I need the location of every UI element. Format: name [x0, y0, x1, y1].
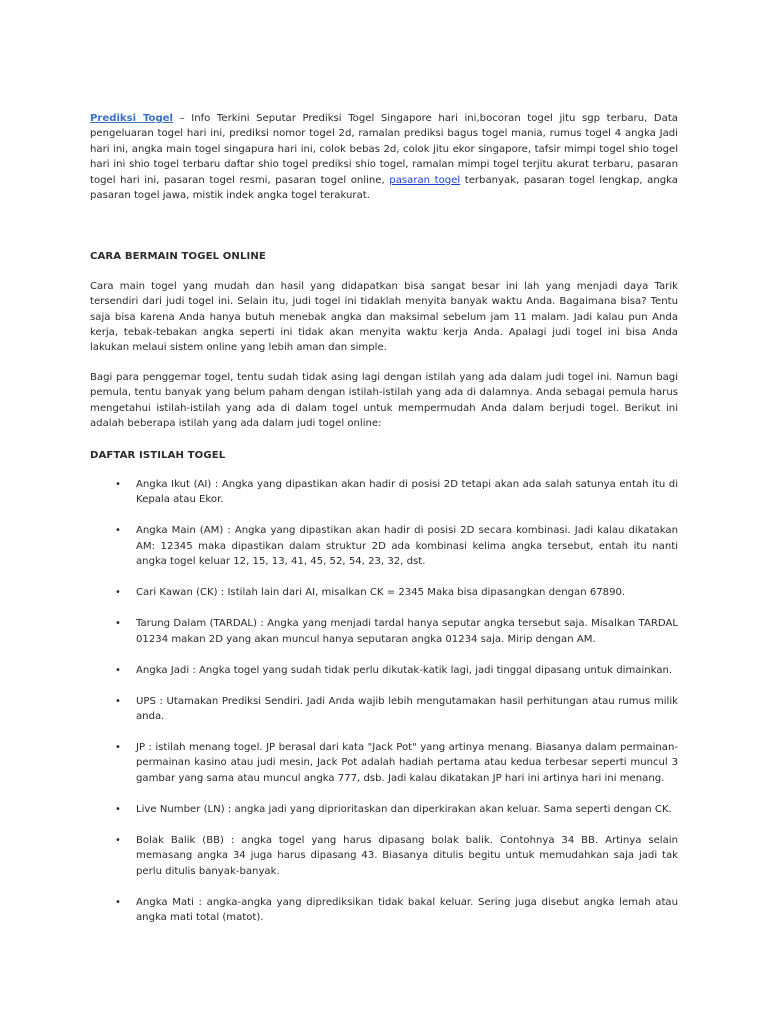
- term-description: angka-angka yang diprediksikan tidak bakal keluar. Sering juga disebut angka lemah atau angka mati total (matot).: [136, 896, 678, 923]
- term-description: angka togel yang harus dipasang bolak balik. Contohnya 34 BB. Artinya selain memasang angka 34 juga harus dipasang 43. Biasanya ditulis begitu untuk memudahkan saja jadi tak perlu ditulis banyak-banyak.: [136, 834, 678, 877]
- list-item: [90, 477, 678, 508]
- intro-paragraph: [90, 111, 678, 203]
- term-separator: :: [224, 834, 242, 846]
- bullet-icon: •: [115, 664, 121, 676]
- term-name: Angka Ikut (AI): [136, 478, 212, 490]
- term-name: Cari Kawan (CK): [136, 587, 218, 599]
- list-item: [90, 585, 678, 600]
- term-description: Angka togel yang sudah tidak perlu dikutak-katik lagi, jadi tinggal dipasang untuk dimainkan.: [198, 664, 673, 676]
- term-name: UPS: [136, 695, 156, 707]
- term-name: Bolak Balik (BB): [136, 834, 224, 846]
- term-name: Live Number (LN): [136, 803, 225, 815]
- term-description: angka jadi yang diprioritaskan dan diperkirakan akan keluar. Sama seperti dengan CK.: [234, 803, 672, 815]
- paragraph-cara-main: Cara main togel yang mudah dan hasil yang didapatkan bisa sangat besar ini lah yang menjadi daya Tarik tersendiri dari judi togel ini. Selain itu, judi togel ini tidaklah menyita banyak waktu Anda. Bagaimana bisa? Tentu saja bisa karena Anda hanya butuh menebak angka dan maksimal sebelum jam 11 malam. Jadi kalau pun Anda kerja, tebak-tebakan angka seperti ini tidak akan menyita waktu kerja Anda. Apalagi judi togel ini bisa Anda lakukan melaui sistem online yang lebih aman dan simple.: [90, 280, 678, 354]
- bullet-icon: •: [115, 695, 121, 707]
- list-item: [90, 616, 678, 647]
- section-heading-cara-bermain: CARA BERMAIN TOGEL ONLINE: [90, 251, 266, 263]
- term-separator: :: [224, 803, 235, 815]
- term-description: Istilah lain dari AI, misalkan CK = 2345 Maka bisa dipasangkan dengan 67890.: [227, 587, 626, 599]
- list-item: [90, 523, 678, 569]
- bullet-icon: •: [115, 525, 121, 537]
- term-separator: :: [223, 525, 235, 537]
- bullet-icon: •: [115, 587, 121, 599]
- bullet-icon: •: [115, 803, 121, 815]
- bullet-icon: •: [115, 478, 121, 490]
- intro-text-2: terbanyak, pasaran togel lengkap, angka pasaran togel jawa, mistik indek angka togel terakurat.: [90, 174, 678, 202]
- section-heading-daftar-istilah: DAFTAR ISTILAH TOGEL: [90, 449, 226, 461]
- list-item: [90, 740, 678, 786]
- term-separator: :: [193, 896, 207, 908]
- term-name: Angka Main (AM): [136, 525, 224, 537]
- list-item: [90, 802, 678, 817]
- list-item: [90, 895, 678, 926]
- term-description: Utamakan Prediksi Sendiri. Jadi Anda wajib lebih mengutamakan hasil perhitungan atau rumus milik anda.: [136, 695, 678, 722]
- term-separator: :: [189, 664, 199, 676]
- term-name: JP: [136, 741, 146, 753]
- paragraph-istilah-intro: Bagi para penggemar togel, tentu sudah tidak asing lagi dengan istilah yang ada dalam judi togel ini. Namun bagi pemula, tentu banyak yang belum paham dengan istilah-istilah yang ada di dalamnya. Anda sebagai pemula harus mengetahui istilah-istilah yang ada di dalam togel untuk mempermudah Anda dalam berjudi togel. Berikut ini adalah beberapa istilah yang ada dalam judi togel online:: [90, 371, 678, 430]
- term-description: Angka yang dipastikan akan hadir di posisi 2D tetapi akan ada salah satunya entah itu di Kepala atau Ekor.: [136, 478, 678, 506]
- term-description: istilah menang togel. JP berasal dari kata "Jack Pot" yang artinya menang. Biasanya dalam permainan-permainan kasino atau judi mesin, Jack Pot adalah hadiah pertama atau kedua terbesar seperti muncul 3 gambar yang sama atau muncul angka 777, dsb. Jadi kalau dikatakan JP hari ini artinya hari ini menang.: [136, 741, 678, 784]
- term-name: Angka Jadi: [136, 664, 190, 676]
- term-separator: :: [145, 741, 156, 753]
- term-separator: :: [211, 478, 222, 490]
- list-item: [90, 663, 678, 678]
- term-description: Angka yang dipastikan akan hadir di posisi 2D secara kombinasi. Jadi kalau dikatakan AM: 12345 maka dipastikan dalam struktur 2D ada kombinasi kelima angka tersebut, entah itu nanti angka togel keluar 12, 15, 13, 41, 45, 52, 54, 23, 32, dst.: [136, 525, 678, 568]
- bullet-icon: •: [115, 618, 121, 630]
- list-item: [90, 694, 678, 725]
- bullet-icon: •: [115, 741, 121, 753]
- prediksi-togel-link[interactable]: Prediksi Togel: [90, 113, 173, 124]
- term-separator: :: [155, 695, 167, 707]
- term-name: Tarung Dalam (TARDAL): [136, 618, 257, 630]
- term-name: Angka Mati: [136, 896, 194, 908]
- intro-text-1: – Info Terkini Seputar Prediksi Togel Singapore hari ini,bocoran togel jitu sgp terbaru, Data pengeluaran togel hari ini, prediksi nomor togel 2d, ramalan prediksi bagus togel mania, rumus togel 4 angka Jadi hari ini, angka main togel singapura hari ini, colok bebas 2d, colok jitu ekor singapore, tafsir mimpi togel shio togel hari ini shio togel terbaru daftar shio togel prediksi shio togel, ramalan mimpi togel terjitu akurat terbaru, pasaran togel hari ini, pasaran togel resmi, pasaran togel online,: [90, 113, 678, 186]
- term-separator: :: [217, 587, 228, 599]
- pasaran-togel-link[interactable]: pasaran togel: [389, 174, 461, 186]
- term-separator: :: [256, 618, 268, 630]
- term-description: Angka yang menjadi tardal hanya seputar angka tersebut saja. Misalkan TARDAL 01234 makan 2D yang akan muncul hanya seputaran angka 01234 saja. Mirip dengan AM.: [136, 618, 678, 645]
- list-item: [90, 833, 678, 879]
- bullet-icon: •: [115, 896, 121, 908]
- bullet-icon: •: [115, 834, 121, 846]
- article-body: [90, 111, 678, 941]
- terms-list: [90, 477, 678, 925]
